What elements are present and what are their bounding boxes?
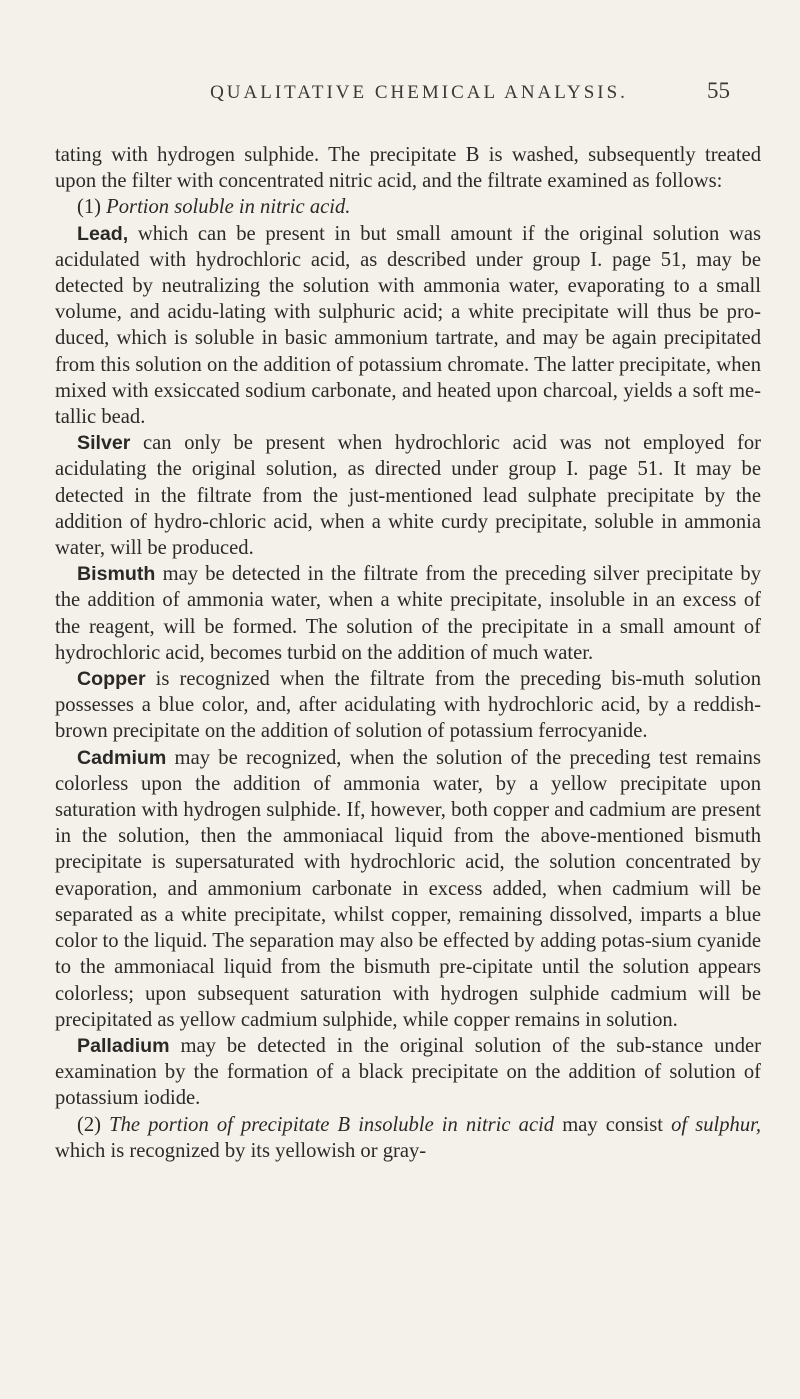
keyword-silver: Silver <box>77 432 131 455</box>
paragraph-bismuth: Bismuth may be detected in the filtrate from the preceding silver precipitate by the addition of ammonia water, when a white precipitate, insoluble in an excess of the reagent, will be formed. The solution of the precipitate in a small amount of hydrochloric acid, becomes turbid on the addition of much water. <box>55 563 761 664</box>
paragraph-silver: Silver can only be present when hydrochloric acid was not employed for acidulating the original solution, as directed under group I. page 51. It may be detected in the filtrate from the just-mentioned lead sulphate precipitate by the addition of hydro-chloric acid, when a white curdy precipitate, soluble in ammonia water, will be produced. <box>55 432 761 560</box>
keyword-cadmium: Cadmium <box>77 746 167 769</box>
paragraph-copper: Copper is recognized when the filtrate from the preceding bis-muth solution possesses a blue color, and, after acidulating with hydrochloric acid, by a reddish-brown precipitate on the addition of solution of potassium ferrocyanide. <box>55 668 761 743</box>
body-text <box>55 142 761 1164</box>
keyword-lead: Lead, <box>77 222 129 245</box>
paragraph-continuation: tating with hydrogen sulphide. The precipitate B is washed, subsequently treated upon the filter with concentrated nitric acid, and the filtrate examined as follows: <box>55 144 761 193</box>
keyword-bismuth: Bismuth <box>77 563 156 586</box>
page-header <box>108 78 730 116</box>
section-heading-insoluble: (2) The portion of precipitate B insoluble in nitric acid may consist of sulphur, which is recognized by its yellowish or gray- <box>55 1113 761 1162</box>
running-head: QUALITATIVE CHEMICAL ANALYSIS. <box>210 82 628 103</box>
paragraph-cadmium: Cadmium may be recognized, when the solution of the preceding test remains colorless upon the addition of ammonia water, by a yellow precipitate upon saturation with hydrogen sulphide. If, however, both copper and cadmium are present in the solution, then the ammoniacal liquid from the above-mentioned bismuth precipitate is supersaturated with hydrochloric acid, the solution concentrated by evaporation, and ammonium carbonate in excess added, when cadmium will be separated as a white precipitate, whilst copper, remaining dissolved, imparts a blue color to the liquid. The separation may also be effected by adding potas-sium cyanide to the ammoniacal liquid from the bismuth pre-cipitate until the solution appears colorless; upon subsequent saturation with hydrogen sulphide cadmium will be precipitated as yellow cadmium sulphide, while copper remains in solution. <box>55 746 761 1031</box>
paragraph-lead: Lead, which can be present in but small amount if the original solution was acidulated with hydrochloric acid, as described under group I. page 51, may be detected by neutralizing the solution with ammonia water, evaporating to a small volume, and acidu-lating with sulphuric acid; a white precipitate will thus be pro-duced, which is soluble in basic ammonium tartrate, and may be again precipitated from this solution on the addition of potassium chromate. The latter precipitate, when mixed with exsiccated sodium carbonate, and heated upon charcoal, yields a soft me-tallic bead. <box>55 222 761 429</box>
keyword-copper: Copper <box>77 668 146 691</box>
section-heading-soluble: (1) Portion soluble in nitric acid. <box>77 196 351 219</box>
page-number: 55 <box>707 78 730 103</box>
keyword-palladium: Palladium <box>77 1034 170 1057</box>
paragraph-palladium: Palladium may be detected in the original solution of the sub-stance under examination by the formation of a black precipitate on the addition of solution of potassium iodide. <box>55 1034 761 1110</box>
